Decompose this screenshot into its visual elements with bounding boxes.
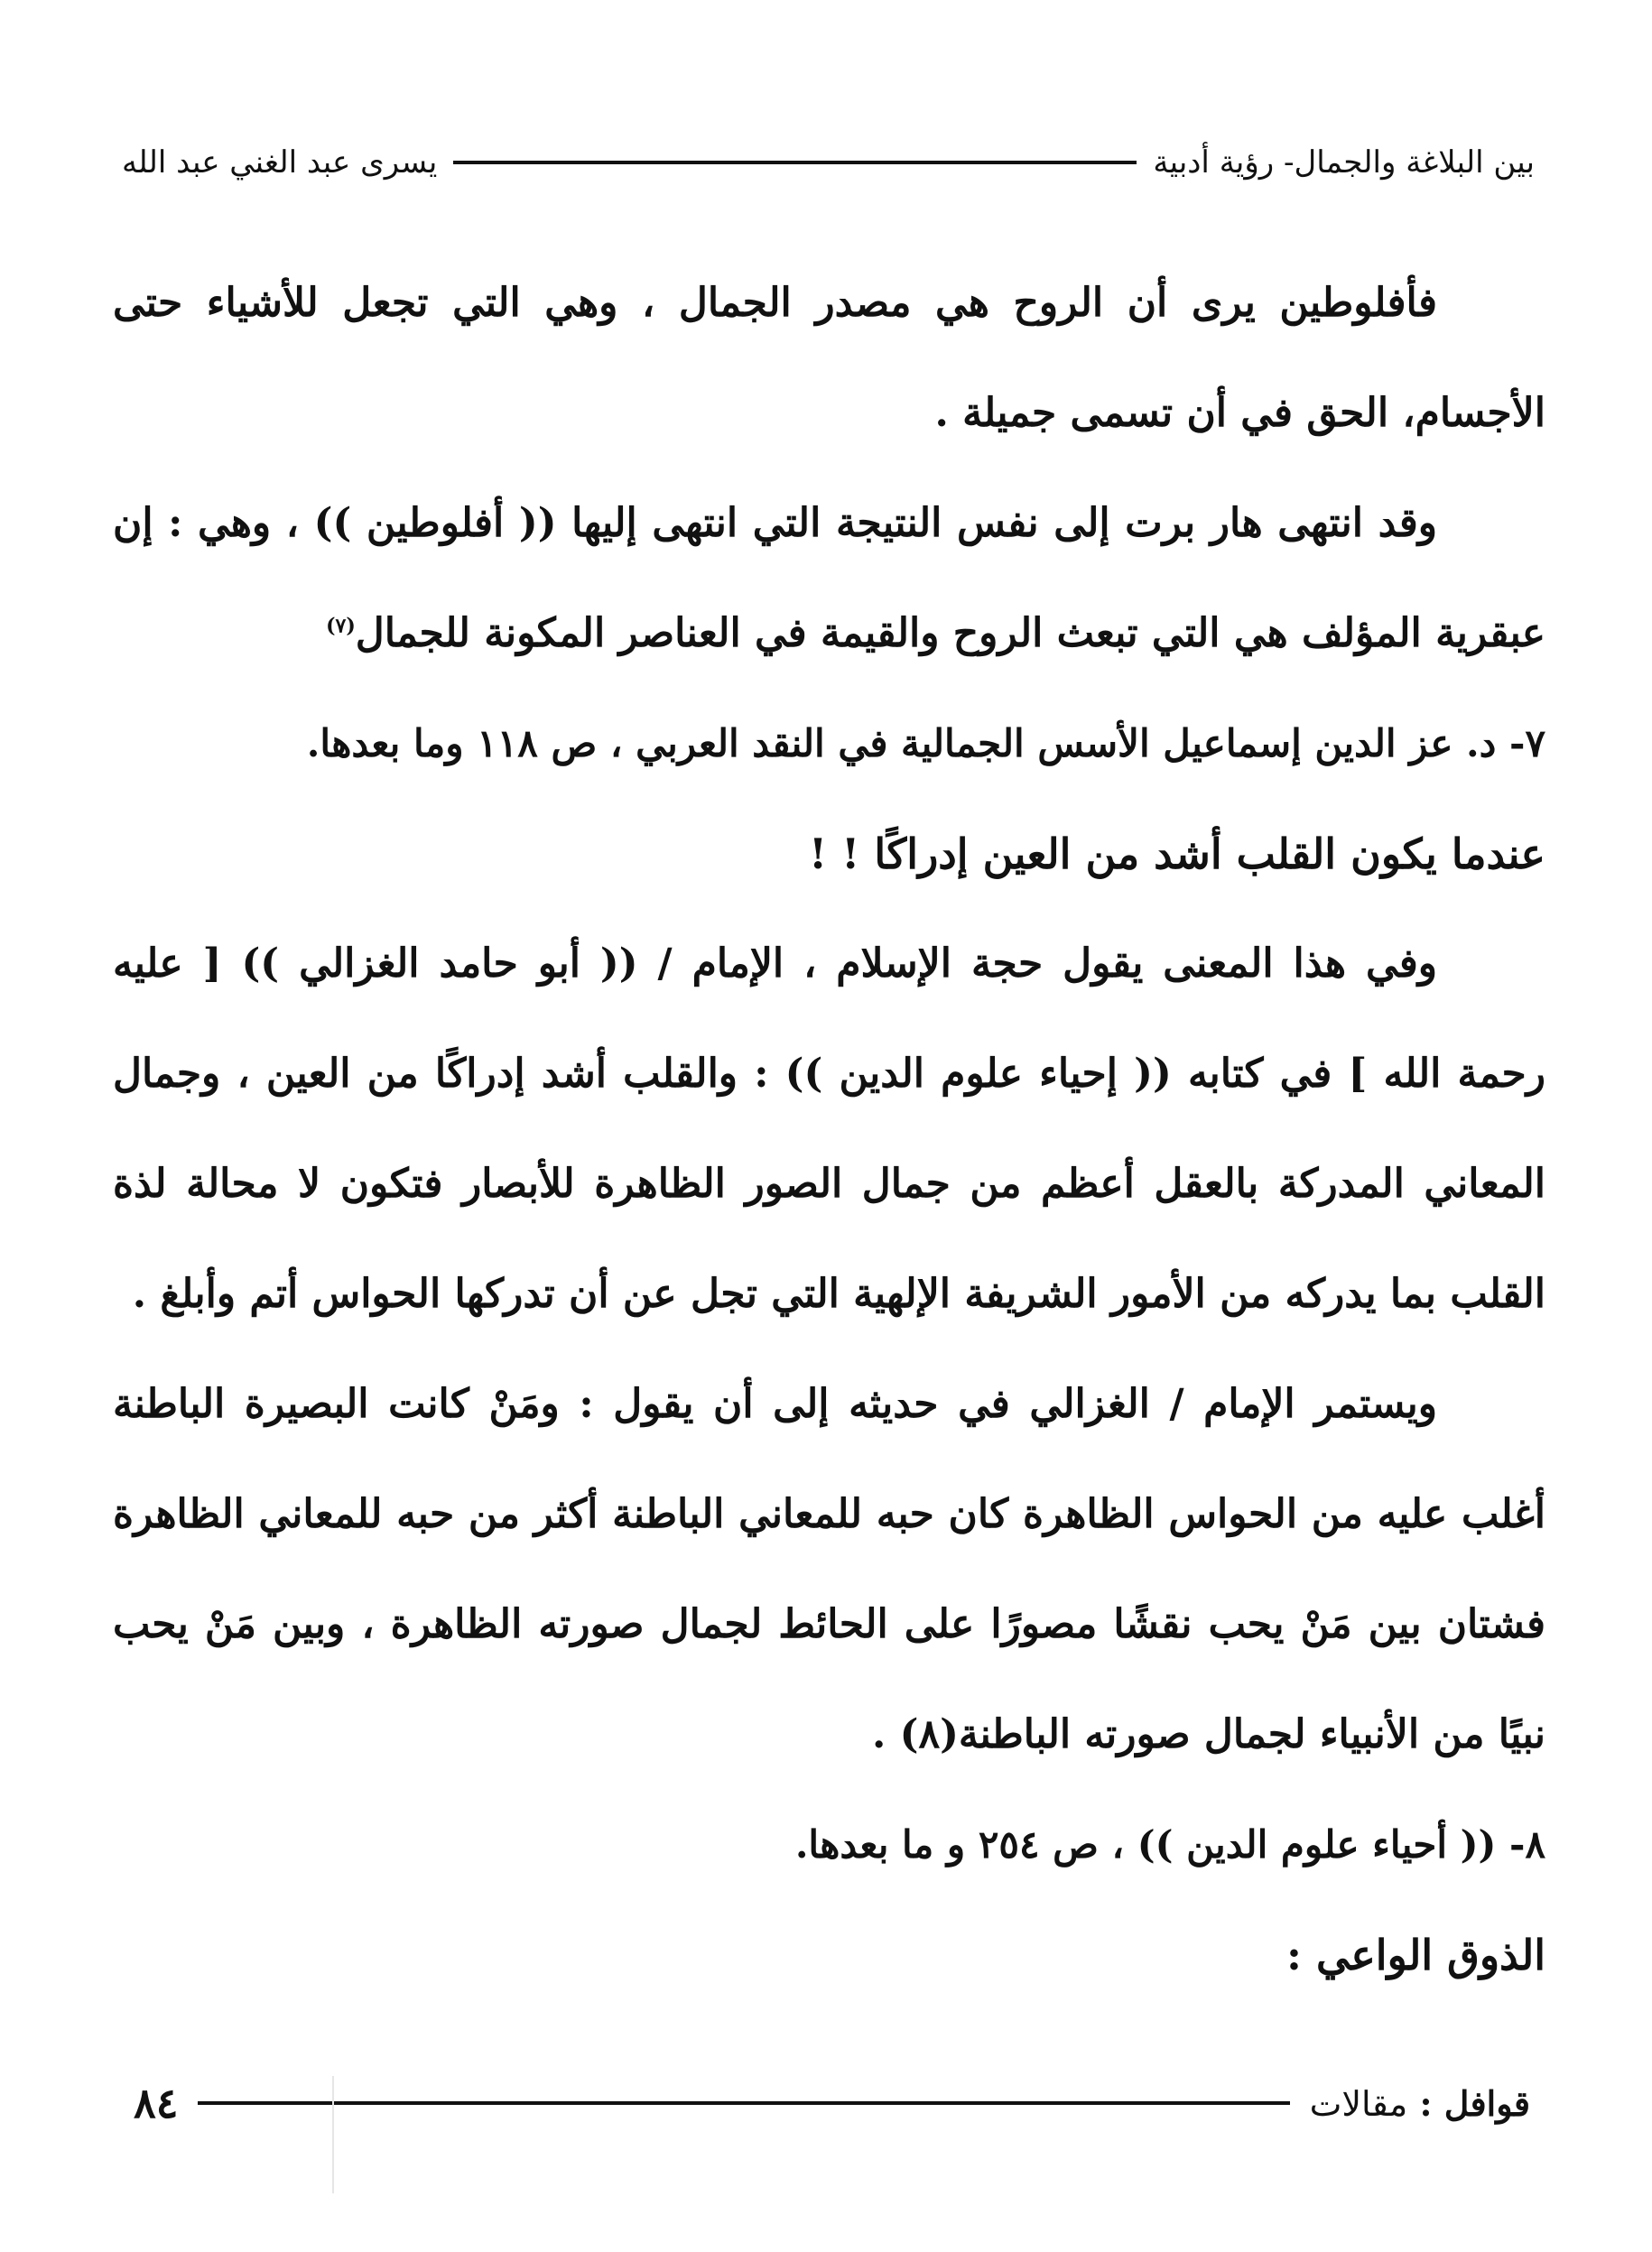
page-body	[113, 248, 1545, 2010]
paragraph-ghazali-continues: ويستمر الإمام / الغزالي في حديثه إلى أن يقول : ومَنْ كانت البصيرة الباطنة أغلب عليه من الحواس الظاهرة كان حبه للمعاني الباطنة أكثر من حبه للمعاني الظاهرة فشتان بين مَنْ يحب نقشًا مصورًا على الحائط لجمال صورته الظاهرة ، وبين مَنْ يحب نبيًا من الأنبياء لجمال صورته الباطنة(٨) .	[113, 1381, 1545, 1757]
series-label-rest: مقالات	[1309, 2083, 1408, 2124]
paragraph-herbert-text: وقد انتهى هار برت إلى نفس النتيجة التي انتهى إليها (( أفلوطين )) ، وهي : إن عبقرية المؤلف هي التي تبعث الروح والقيمة في العناصر المكونة للجمال	[113, 500, 1545, 656]
footer-rule	[198, 2101, 1289, 2105]
scan-artifact-line	[332, 2076, 334, 2193]
series-label-bold: قوافل :	[1419, 2082, 1530, 2124]
footnote-8: ٨- (( أحياء علوم الدين )) ، ص ٢٥٤ و ما بعدها.	[794, 1822, 1545, 1867]
author-name: يسرى عبد الغني عبد الله	[122, 144, 438, 181]
paragraph-ghazali-quote: وفي هذا المعنى يقول حجة الإسلام ، الإمام / (( أبو حامد الغزالي )) [ عليه رحمة الله ] في كتابه (( إحياء علوم الدين )) : والقلب أشد إدراكًا من العين ، وجمال المعاني المدركة بالعقل أعظم من جمال الصور الظاهرة للأبصار فتكون لا محالة لذة القلب بما يدركه من الأمور الشريفة الإلهية التي تجل عن أن تدركها الحواس أتم وأبلغ .	[113, 941, 1545, 1317]
paragraph-plotinus: فأفلوطين يرى أن الروح هي مصدر الجمال ، وهي التي تجعل للأشياء حتى الأجسام، الحق في أن تسمى جميلة .	[113, 280, 1545, 436]
page-number: ٨٤	[134, 2079, 179, 2127]
running-footer	[134, 2076, 1530, 2130]
section-heading-heart: عندما يكون القلب أشد من العين إدراكًا ! !	[808, 829, 1545, 878]
series-label	[1310, 2083, 1530, 2124]
footnote-7: ٧- د. عز الدين إسماعيل الأسس الجمالية في النقد العربي ، ص ١١٨ وما بعدها.	[306, 721, 1545, 765]
book-title: بين البلاغة والجمال- رؤية أدبية	[1153, 144, 1535, 181]
header-rule	[453, 161, 1137, 164]
footnote-ref-7: (٧)	[326, 614, 356, 638]
section-heading-taste: الذوق الواعي :	[1286, 1931, 1545, 1979]
running-header	[122, 135, 1535, 190]
paragraph-herbert	[113, 468, 1545, 689]
